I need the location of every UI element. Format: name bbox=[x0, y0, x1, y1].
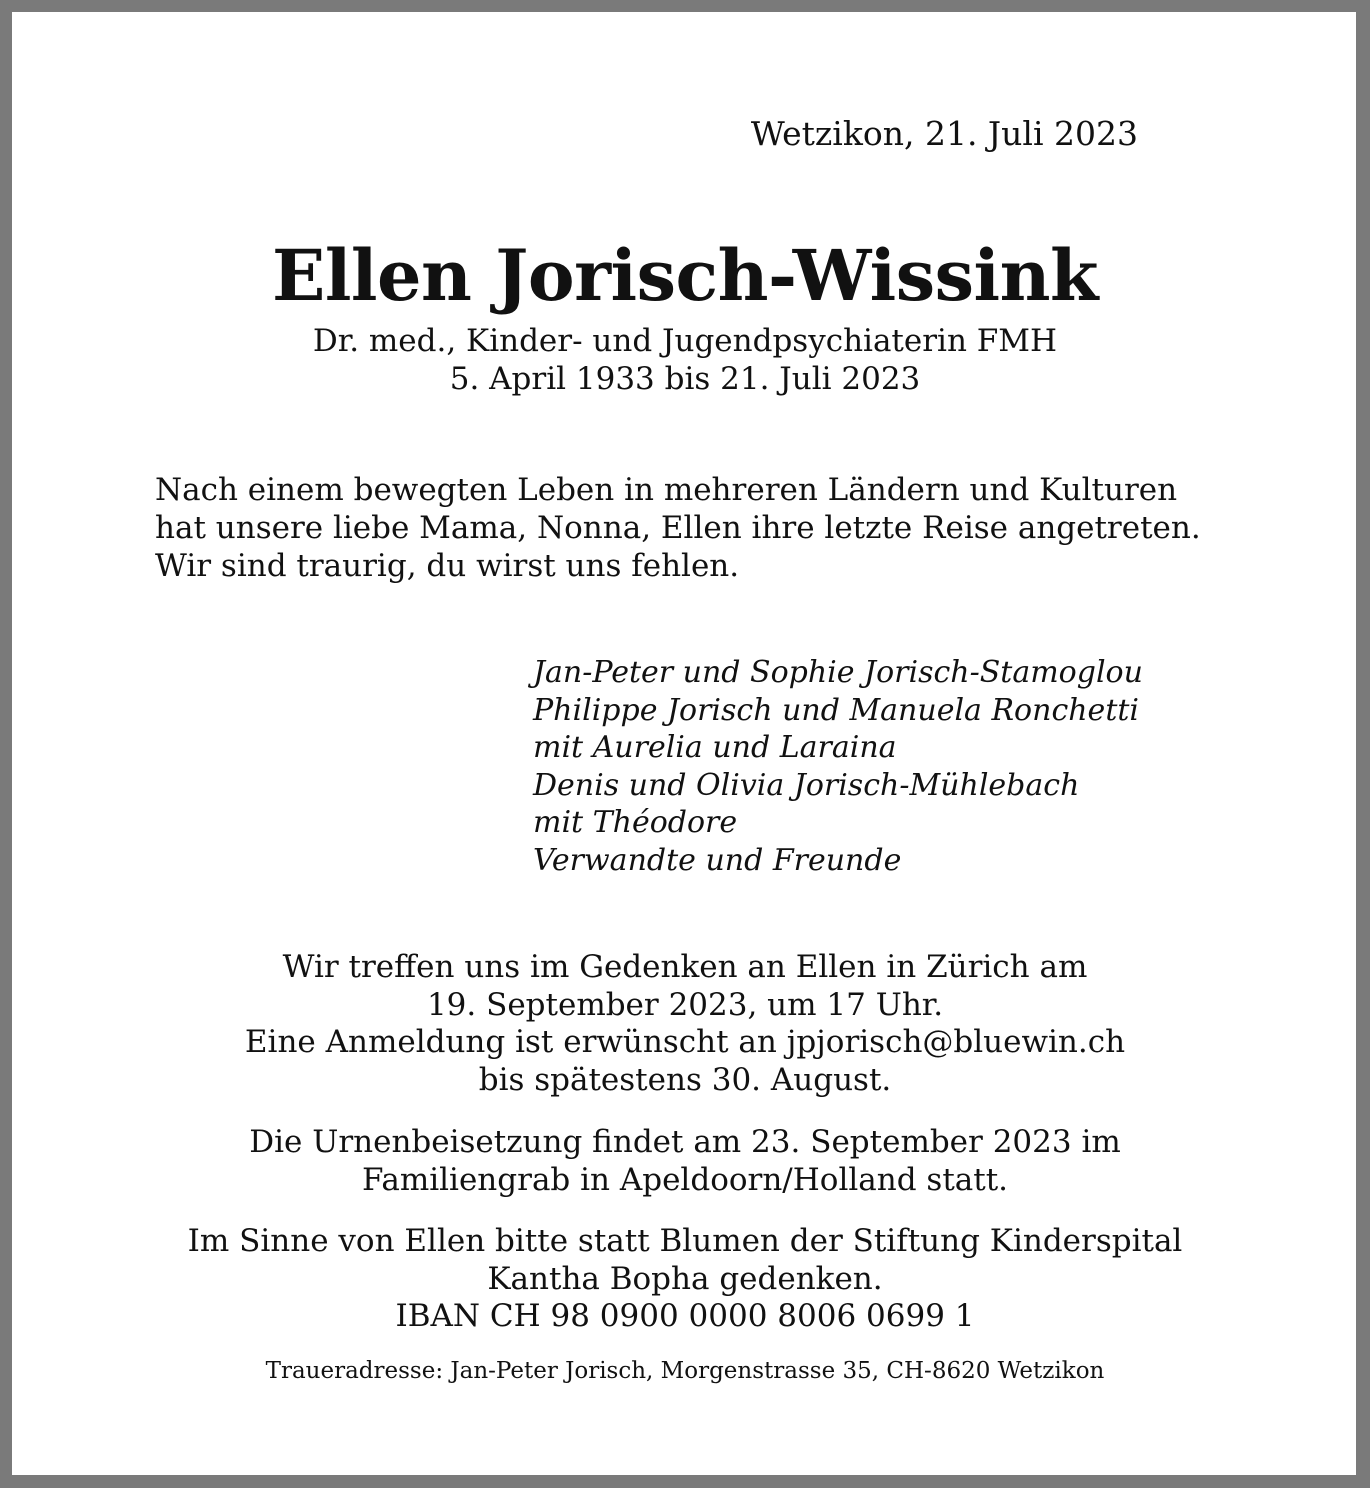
mourner-line: Jan-Peter und Sophie Jorisch-Stamoglou bbox=[533, 655, 1143, 690]
mourners-list bbox=[533, 654, 1143, 879]
mourner-line: mit Théodore bbox=[533, 805, 738, 840]
memorial-line: bis spätestens 30. August. bbox=[478, 1061, 892, 1098]
urn-burial bbox=[12, 1124, 1358, 1199]
message-line: hat unsere liebe Mama, Nonna, Ellen ihre letzte Reise angetreten. bbox=[155, 510, 1201, 546]
deceased-title: Dr. med., Kinder- und Jugendpsychiaterin FMH bbox=[312, 323, 1058, 359]
memorial-gathering bbox=[12, 949, 1358, 1099]
memorial-line: Wir treffen uns im Gedenken an Ellen in Zürich am bbox=[282, 949, 1088, 985]
urn-line: Familiengrab in Apeldoorn/Holland statt. bbox=[361, 1161, 1009, 1198]
mourner-line: Denis und Olivia Jorisch-Mühlebach bbox=[533, 767, 1080, 803]
deceased-name: Ellen Jorisch-Wissink bbox=[271, 234, 1099, 317]
obituary-page bbox=[12, 12, 1356, 1475]
mourner-line: Philippe Jorisch und Manuela Ronchetti bbox=[533, 692, 1140, 728]
memorial-line: Eine Anmeldung ist erwünscht an jpjorisch@bluewin.ch bbox=[244, 1024, 1126, 1060]
deceased-dates: 5. April 1933 bis 21. Juli 2023 bbox=[449, 361, 921, 397]
message-line: Nach einem bewegten Leben in mehreren Ländern und Kulturen bbox=[155, 472, 1178, 508]
urn-line: Die Urnenbeisetzung findet am 23. September 2023 im bbox=[249, 1124, 1121, 1160]
donation-line: Im Sinne von Ellen bitte statt Blumen der Stiftung Kinderspital bbox=[187, 1223, 1183, 1259]
message-line: Wir sind traurig, du wirst uns fehlen. bbox=[155, 548, 740, 584]
deceased-details bbox=[12, 322, 1358, 398]
memorial-line: 19. September 2023, um 17 Uhr. bbox=[426, 986, 944, 1023]
mourning-address: Traueradresse: Jan-Peter Jorisch, Morgenstrasse 35, CH-8620 Wetzikon bbox=[265, 1358, 1105, 1384]
farewell-message bbox=[155, 471, 1201, 585]
mourner-line: mit Aurelia und Laraina bbox=[533, 730, 897, 765]
donation-line: Kantha Bopha gedenken. bbox=[487, 1260, 883, 1297]
donation-request bbox=[12, 1223, 1358, 1336]
iban-line: IBAN CH 98 0900 0000 8006 0699 1 bbox=[395, 1298, 975, 1334]
place-date: Wetzikon, 21. Juli 2023 bbox=[750, 114, 1138, 153]
mourner-line: Verwandte und Freunde bbox=[533, 842, 902, 878]
